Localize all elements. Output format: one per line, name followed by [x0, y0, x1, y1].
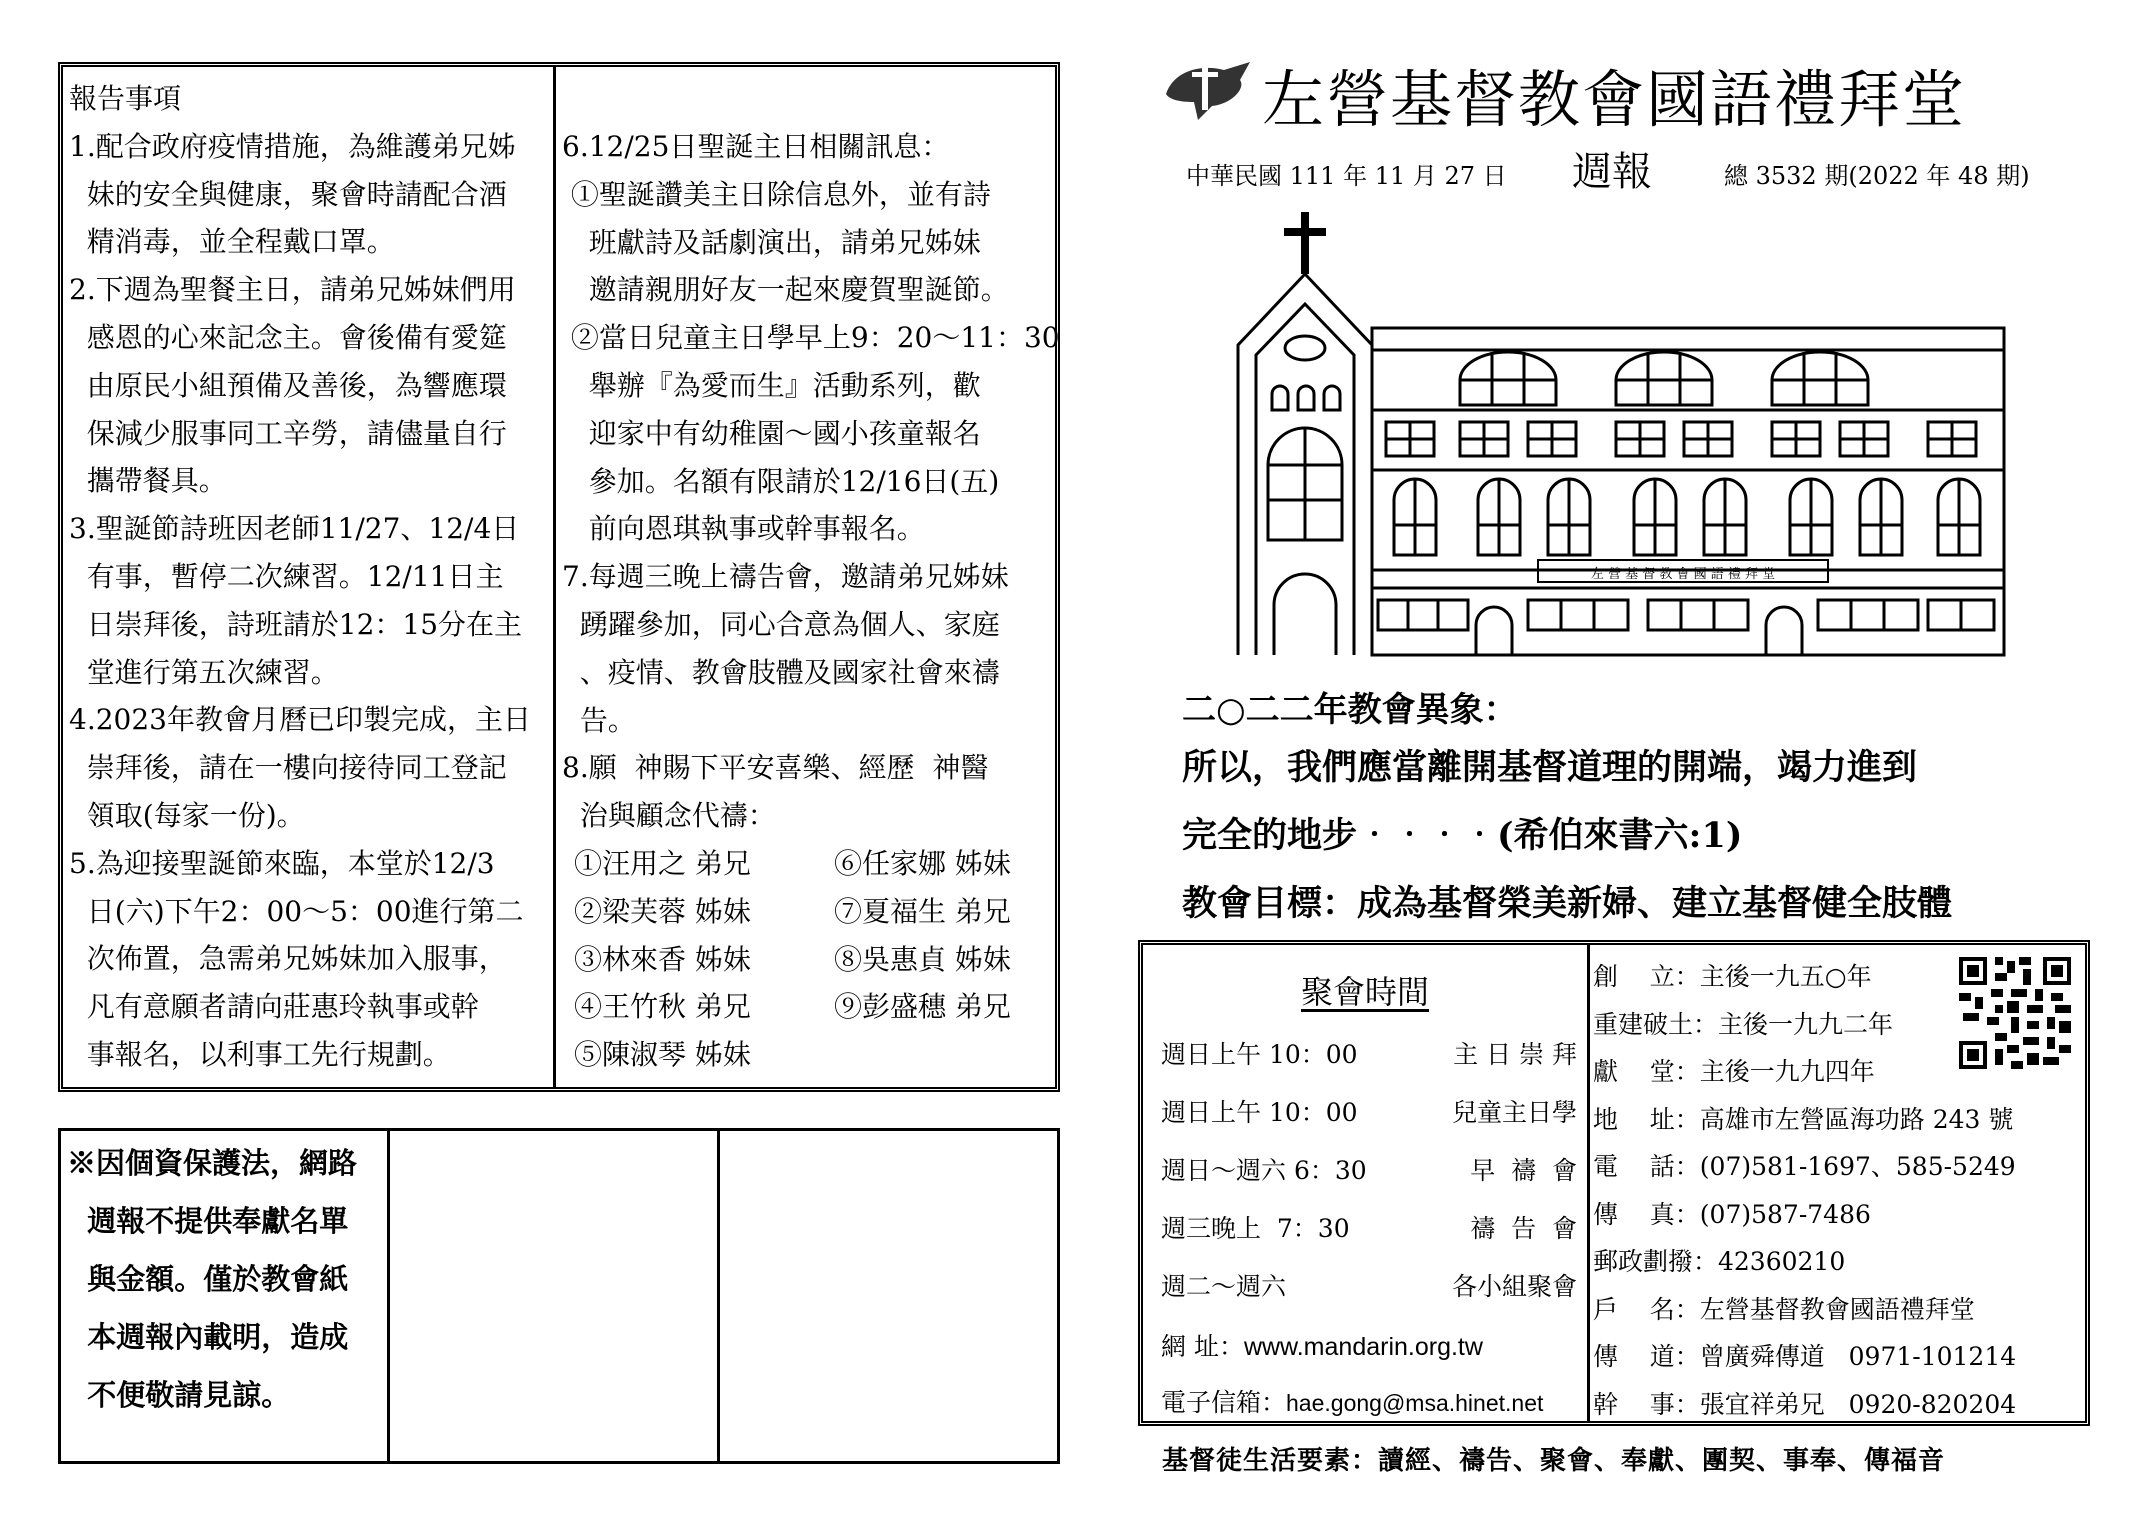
announcement-line: 8.願 神賜下平安喜樂、經歷 神醫 — [562, 751, 989, 785]
announcement-line: 1.配合政府疫情措施，為維護弟兄姊 — [69, 129, 516, 163]
announcements-column-1 — [63, 67, 556, 1087]
church-info-line: 創 立：主後一九五○年 — [1593, 962, 1872, 991]
website-row — [1161, 1327, 1483, 1363]
prayer-list-name: ④王竹秋 弟兄 — [574, 990, 751, 1024]
church-info-line: 幹 事：張宜祥弟兄 0920-820204 — [1593, 1389, 2017, 1419]
vision-verse-line-1: 所以，我們應當離開基督道理的開端，竭力進到 — [1182, 747, 1918, 788]
announcement-line: 班獻詩及話劇演出，請弟兄姊妹 — [562, 225, 981, 259]
schedule-event: 兒童主日學 — [1451, 1098, 1577, 1127]
vision-heading: 二○二二年教會異象： — [1182, 690, 1518, 730]
christian-life-motto: 基督徒生活要素：讀經、禱告、聚會、奉獻、團契、事奉、傳福音 — [1162, 1446, 1946, 1476]
bulletin-date: 中華民國 111 年 11 月 27 日 — [1186, 162, 1507, 190]
announcement-line: 次佈置，急需弟兄姊妹加入服事， — [69, 942, 507, 976]
announcement-line: 凡有意願者請向莊惠玲執事或幹 — [69, 990, 479, 1024]
announcement-line: 攜帶餐具。 — [69, 464, 227, 498]
prayer-list-name: ⑤陳淑琴 姊妹 — [574, 1038, 751, 1072]
website-label: 網 址： — [1161, 1332, 1244, 1361]
schedule-time: 週日上午 10：00 — [1161, 1098, 1358, 1127]
prayer-list-name: ⑦夏福生 弟兄 — [834, 894, 1011, 928]
announcement-line: 精消毒，並全程戴口罩。 — [69, 225, 395, 259]
announcement-line: 參加。名額有限請於12/16日(五) — [562, 464, 1000, 498]
announcement-line: 邀請親朋好友一起來慶賀聖誕節。 — [562, 273, 1009, 307]
church-info-line: 郵政劃撥：42360210 — [1593, 1247, 1846, 1276]
bulletin-issue: 總 3532 期(2022 年 48 期) — [1724, 162, 2030, 190]
announcement-line: ②當日兒童主日學早上9：20～11：30 — [562, 321, 1060, 355]
building-sign-text: 左 營 基 督 教 會 國 語 禮 拜 堂 — [1590, 567, 1776, 582]
schedule-time: 週三晚上 7：30 — [1161, 1214, 1350, 1243]
announcement-line: 妹的安全與健康，聚會時請配合酒 — [69, 177, 507, 211]
church-name-title: 左營基督教會國語禮拜堂 — [1262, 63, 1967, 136]
notice-line: 與金額。僅於教會紙 — [67, 1262, 349, 1296]
prayer-list-name: ⑥任家娜 姊妹 — [834, 847, 1011, 880]
schedule-time: 週二～週六 — [1161, 1272, 1287, 1301]
website-link[interactable]: www.mandarin.org.tw — [1243, 1333, 1483, 1361]
announcements-heading: 報告事項 — [69, 82, 182, 115]
schedule-event: 各小組聚會 — [1451, 1272, 1577, 1301]
schedule-section — [1143, 945, 1590, 1421]
announcement-line: 保減少服事同工辛勞，請儘量自行 — [69, 416, 507, 450]
church-info-line: 傳 真：(07)587-7486 — [1593, 1199, 1871, 1229]
email-link[interactable]: hae.gong@msa.hinet.net — [1286, 1390, 1544, 1416]
announcement-line: 事報名，以利事工先行規劃。 — [69, 1038, 451, 1071]
qr-code-icon — [1959, 957, 2071, 1069]
announcement-line: 感恩的心來記念主。會後備有愛筵 — [69, 321, 507, 354]
info-box — [1138, 940, 2090, 1426]
church-info-line: 傳 道：曾廣舜傳道 0971-101214 — [1593, 1342, 2017, 1371]
announcement-line: 前向恩琪執事或幹事報名。 — [562, 512, 925, 546]
announcement-line: 堂進行第五次練習。 — [69, 655, 339, 689]
announcement-line: 迎家中有幼稚園～國小孩童報名 — [562, 416, 981, 450]
announcement-line: 崇拜後，請在一樓向接待同工登記 — [69, 751, 507, 785]
announcement-line: 5.為迎接聖誕節來臨，本堂於12/3 — [69, 846, 495, 880]
schedule-time: 週日～週六 6：30 — [1161, 1156, 1367, 1185]
announcement-line: 領取(每家一份)。 — [69, 799, 305, 832]
prayer-list-name: ③林來香 姊妹 — [574, 942, 751, 976]
schedule-time: 週日上午 10：00 — [1161, 1040, 1358, 1069]
announcement-line: 7.每週三晚上禱告會，邀請弟兄姊妹 — [562, 560, 1009, 594]
schedule-event: 禱 告 會 — [1470, 1214, 1577, 1243]
church-goal: 教會目標：成為基督榮美新婦、建立基督健全肢體 — [1182, 883, 1953, 924]
announcement-line: 舉辦『為愛而生』活動系列，歡 — [562, 369, 981, 402]
announcements-box — [58, 62, 1060, 1092]
notice-line: 本週報內載明，造成 — [67, 1320, 349, 1354]
privacy-notice — [67, 1141, 385, 1461]
announcement-line: 踴躍參加，同心合意為個人、家庭 — [562, 608, 1000, 641]
notice-line: ※因個資保護法，網路 — [67, 1146, 358, 1180]
announcement-line: 有事，暫停二次練習。12/11日主 — [69, 560, 504, 593]
announcement-line: ①聖誕讚美主日除信息外，並有詩 — [562, 177, 991, 211]
announcement-line: 治與顧念代禱： — [562, 799, 776, 833]
prayer-list-name: ⑨彭盛穗 弟兄 — [834, 990, 1011, 1024]
announcement-line: 2.下週為聖餐主日，請弟兄姊妹們用 — [69, 273, 516, 307]
announcement-line: 4.2023年教會月曆已印製完成，主日 — [69, 703, 531, 737]
church-building-illustration — [1228, 200, 2008, 665]
prayer-list-name: ①汪用之 弟兄 — [574, 847, 751, 880]
schedule-title: 聚會時間 — [1300, 973, 1429, 1011]
church-info-line: 獻 堂：主後一九九四年 — [1593, 1057, 1875, 1086]
announcement-line: 6.12/25日聖誕主日相關訊息： — [562, 130, 950, 163]
prayer-list-name: ⑧吳惠貞 姊妹 — [834, 942, 1011, 976]
announcements-column-2 — [556, 67, 1060, 1087]
announcement-line: 告。 — [562, 703, 636, 737]
email-row — [1161, 1383, 1543, 1419]
announcement-line: 由原民小組預備及善後，為響應環 — [69, 368, 507, 402]
schedule-event: 早 禱 會 — [1470, 1156, 1577, 1185]
church-info-line: 地 址：高雄市左營區海功路 243 號 — [1593, 1104, 2014, 1134]
notice-box — [58, 1128, 1060, 1464]
announcement-line: 日(六)下午2：00～5：00進行第二 — [69, 894, 524, 928]
church-info-line: 重建破土：主後一九九二年 — [1593, 1009, 1894, 1039]
announcement-line: 日崇拜後，詩班請於12：15分在主 — [69, 607, 523, 641]
schedule-event: 主 日 崇 拜 — [1453, 1040, 1577, 1069]
announcement-line: 3.聖誕節詩班因老師11/27、12/4日 — [69, 512, 520, 546]
notice-line: 週報不提供奉獻名單 — [67, 1204, 349, 1238]
church-logo-icon — [1162, 56, 1254, 126]
vision-verse-line-2: 完全的地步‧‧‧‧(希伯來書六:1) — [1182, 815, 1743, 856]
church-info-line: 電 話：(07)581-1697、585-5249 — [1593, 1152, 2016, 1181]
prayer-list-name: ②梁芙蓉 姊妹 — [574, 894, 751, 928]
announcement-line: 、疫情、教會肢體及國家社會來禱 — [562, 655, 1000, 689]
notice-line: 不便敬請見諒。 — [67, 1378, 291, 1412]
bulletin-label: 週報 — [1572, 149, 1652, 195]
email-label: 電子信箱： — [1161, 1388, 1287, 1417]
church-info-line: 戶 名：左營基督教會國語禮拜堂 — [1593, 1294, 1975, 1324]
